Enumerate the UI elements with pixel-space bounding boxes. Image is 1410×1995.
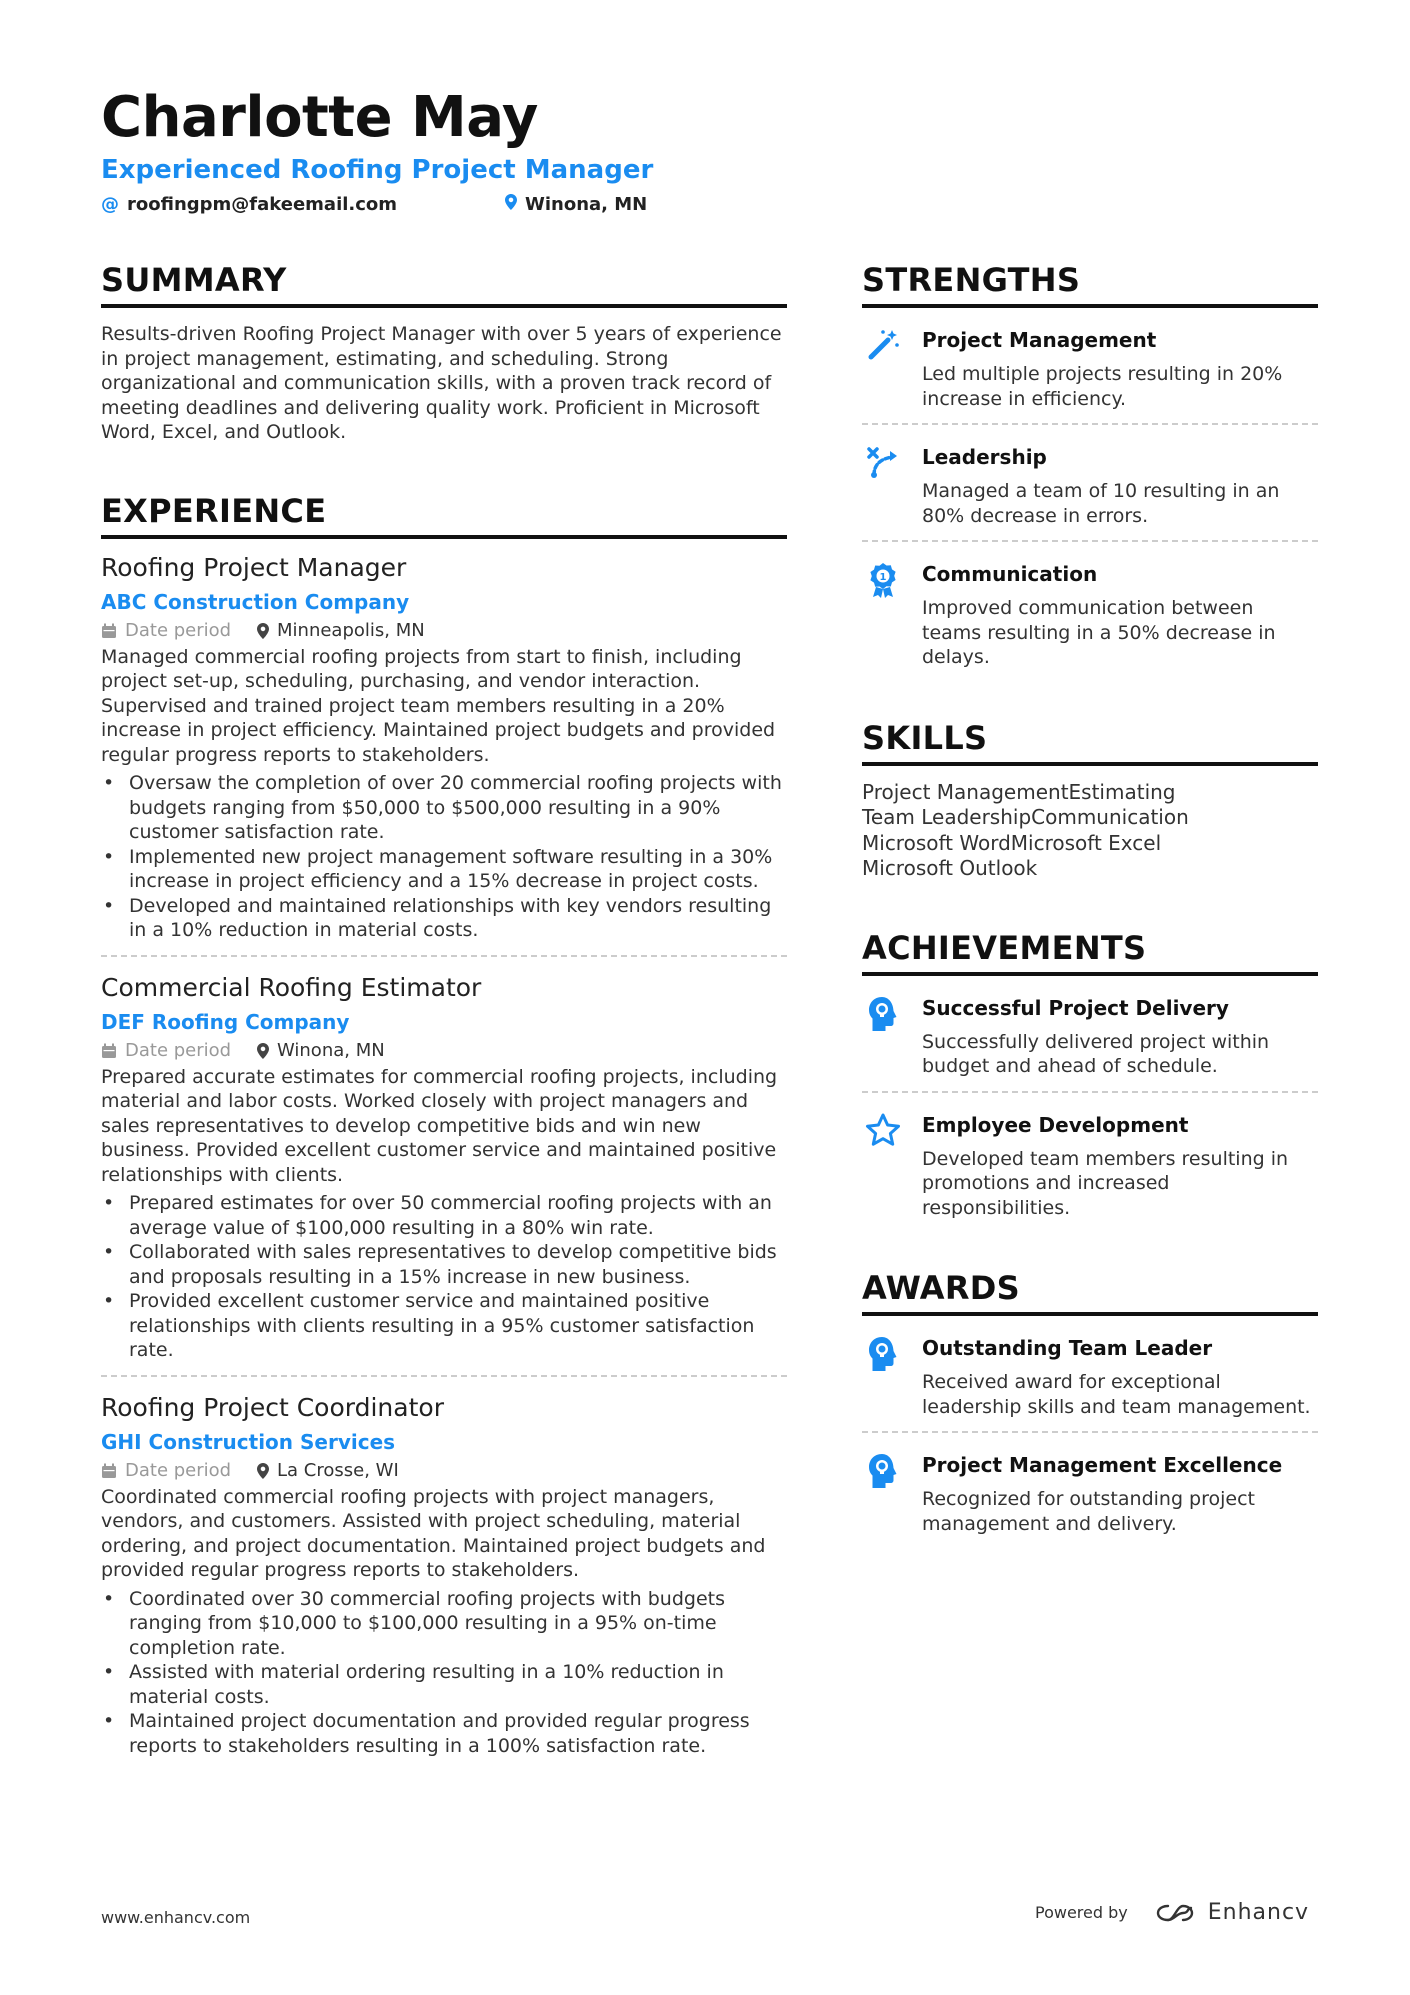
calendar-icon — [101, 623, 117, 639]
star-icon — [862, 1111, 904, 1221]
achievement-item — [862, 1093, 1318, 1233]
job-location — [257, 1037, 385, 1065]
strength-title: Project Management — [922, 328, 1157, 352]
job-company[interactable]: DEF Roofing Company — [101, 1009, 350, 1034]
job-meta — [101, 1037, 787, 1065]
summary-text: Results-driven Roofing Project Manager with over 5 years of experience in project management, estimating, and scheduling. Strong organizational and communication skills, with a proven track record of meeting deadlines and delivering quality work. Proficient in Microsoft Word, Excel, and Outlook. — [101, 323, 782, 443]
enhancv-brand-text: Enhancv — [1207, 1900, 1310, 1925]
strength-item — [862, 308, 1318, 423]
job-title: Roofing Project Coordinator — [101, 1392, 444, 1422]
job-company[interactable]: GHI Construction Services — [101, 1429, 396, 1454]
job-description: Prepared accurate estimates for commercial roofing projects, including material and labor costs. Worked closely with project managers and sales representatives to develop competitive bids and win new business. Provided excellent customer service and maintained positive relationships with clients. — [101, 1065, 778, 1186]
experience-section — [101, 489, 787, 1759]
strength-desc: Improved communication between teams resulting in a 50% decrease in delays. — [922, 597, 1276, 668]
job-date-text: Date period — [125, 1039, 232, 1061]
job-date — [101, 1037, 257, 1065]
achievements-section — [862, 926, 1318, 1233]
achievement-title: Employee Development — [922, 1112, 1189, 1137]
achievement-desc: Successfully delivered project within budget and ahead of schedule. — [922, 1030, 1270, 1077]
location-text: Winona, MN — [525, 194, 648, 215]
location-pin-icon — [505, 192, 517, 218]
footer-branding — [1035, 1900, 1309, 1925]
enhancv-logo-icon — [1154, 1902, 1198, 1924]
job-meta — [101, 617, 787, 645]
job-bullet: • Assisted with material ordering resulting in a 10% reduction in material costs. — [101, 1660, 787, 1709]
achievement-desc: Developed team members resulting in promotions and increased responsibilities. — [922, 1147, 1289, 1219]
job-title: Roofing Project Manager — [101, 552, 407, 582]
achievement-title: Successful Project Delivery — [922, 995, 1229, 1020]
award-ribbon-icon — [862, 560, 904, 670]
left-column — [101, 258, 787, 1758]
location-pin-icon — [257, 1043, 269, 1059]
award-title: Project Management Excellence — [922, 1453, 1283, 1477]
magic-wand-icon — [862, 326, 904, 411]
strengths-section — [862, 258, 1318, 682]
at-icon: @ — [101, 194, 119, 215]
job-date — [101, 1457, 257, 1485]
strength-item — [862, 542, 1318, 682]
summary-section — [101, 258, 787, 445]
job-company[interactable]: ABC Construction Company — [101, 589, 410, 614]
head-bulb-icon — [862, 994, 904, 1079]
job-bullet: • Oversaw the completion of over 20 commercial roofing projects with budgets ranging from $50,000 to $500,000 resulting in a 90% customer satisfaction rate. — [101, 771, 787, 845]
skills-line: Team LeadershipCommunication — [862, 805, 1189, 829]
achievements-heading: ACHIEVEMENTS — [862, 926, 1318, 976]
job-divider — [101, 955, 787, 957]
job-location — [257, 1457, 399, 1485]
job-bullet: • Provided excellent customer service and maintained positive relationships with clients resulting in a 95% customer satisfaction rate. — [101, 1289, 787, 1363]
head-bulb-icon — [862, 1451, 904, 1536]
strength-title: Communication — [922, 562, 1098, 586]
location-pin-icon — [257, 623, 269, 639]
job-location-text: La Crosse, WI — [277, 1459, 399, 1481]
enhancv-logo[interactable] — [1154, 1900, 1309, 1925]
location-pin-icon — [257, 1463, 269, 1479]
head-bulb-icon — [862, 1334, 904, 1419]
job-bullets — [101, 771, 787, 943]
job-divider — [101, 1375, 787, 1377]
job-description: Managed commercial roofing projects from start to finish, including project set-up, scheduling, purchasing, and vendor interaction. Supervised and trained project team members resulting in a 20% increase in project efficiency. Maintained project budgets and provided regular progress reports to stakeholders. — [101, 645, 776, 766]
job-description: Coordinated commercial roofing projects with project managers, vendors, and customers. Assisted with project scheduling, material ordering, and project documentation. Maintained project budgets and provided regular progress reports to stakeholders. — [101, 1485, 766, 1581]
job-entry — [101, 971, 787, 1363]
skills-line: Project ManagementEstimating — [862, 779, 1176, 804]
contact-location — [505, 192, 647, 218]
award-item — [862, 1433, 1318, 1548]
job-entry — [101, 551, 787, 943]
footer-website[interactable]: www.enhancv.com — [101, 1908, 251, 1927]
achievement-item — [862, 976, 1318, 1091]
candidate-name: Charlotte May — [101, 85, 538, 150]
award-item — [862, 1316, 1318, 1431]
strength-item — [862, 425, 1318, 540]
job-location — [257, 617, 425, 645]
job-location-text: Minneapolis, MN — [277, 619, 425, 641]
candidate-title: Experienced Roofing Project Manager — [101, 155, 654, 185]
job-bullet: • Prepared estimates for over 50 commercial roofing projects with an average value of $100,000 resulting in a 80% win rate. — [101, 1191, 787, 1240]
calendar-icon — [101, 1043, 117, 1059]
award-title: Outstanding Team Leader — [922, 1336, 1213, 1360]
job-bullet: • Coordinated over 30 commercial roofing projects with budgets ranging from $10,000 to $100,000 resulting in a 95% on-time completion rate. — [101, 1587, 787, 1661]
contact-email[interactable] — [101, 192, 397, 218]
award-desc: Received award for exceptional leadership skills and team management. — [922, 1371, 1311, 1418]
skills-line: Microsoft Outlook — [862, 856, 1038, 880]
skills-heading: SKILLS — [862, 716, 1318, 766]
skills-list — [862, 780, 1318, 882]
job-date-text: Date period — [125, 1459, 232, 1481]
skills-section — [862, 716, 1318, 882]
awards-heading: AWARDS — [862, 1266, 1318, 1316]
job-entry — [101, 1391, 787, 1759]
strength-desc: Managed a team of 10 resulting in an 80% decrease in errors. — [922, 480, 1280, 527]
powered-by-text: Powered by — [1035, 1903, 1128, 1922]
skills-line: Microsoft WordMicrosoft Excel — [862, 830, 1162, 855]
strength-title: Leadership — [922, 445, 1047, 469]
award-desc: Recognized for outstanding project management and delivery. — [922, 1488, 1255, 1535]
strength-desc: Led multiple projects resulting in 20% increase in efficiency. — [922, 363, 1283, 410]
job-bullet: • Maintained project documentation and provided regular progress reports to stakeholders resulting in a 100% satisfaction rate. — [101, 1709, 787, 1758]
experience-heading: EXPERIENCE — [101, 489, 787, 539]
job-bullets — [101, 1191, 787, 1363]
job-title: Commercial Roofing Estimator — [101, 972, 482, 1002]
job-bullet: • Collaborated with sales representatives to develop competitive bids and proposals resulting in a 15% increase in new business. — [101, 1240, 787, 1289]
summary-heading: SUMMARY — [101, 258, 787, 308]
svg-text:1: 1 — [879, 572, 887, 583]
job-date-text: Date period — [125, 619, 232, 641]
job-location-text: Winona, MN — [277, 1039, 385, 1061]
email-text: roofingpm@fakeemail.com — [127, 194, 398, 215]
job-meta — [101, 1457, 787, 1485]
job-bullets — [101, 1587, 787, 1759]
strengths-heading: STRENGTHS — [862, 258, 1318, 308]
job-date — [101, 617, 257, 645]
calendar-icon — [101, 1463, 117, 1479]
strategy-icon — [862, 443, 904, 528]
job-bullet: • Developed and maintained relationships with key vendors resulting in a 10% reduction in material costs. — [101, 894, 787, 943]
awards-section — [862, 1266, 1318, 1548]
right-column — [862, 258, 1318, 1548]
job-bullet: • Implemented new project management software resulting in a 30% increase in project efficiency and a 15% decrease in project costs. — [101, 845, 787, 894]
